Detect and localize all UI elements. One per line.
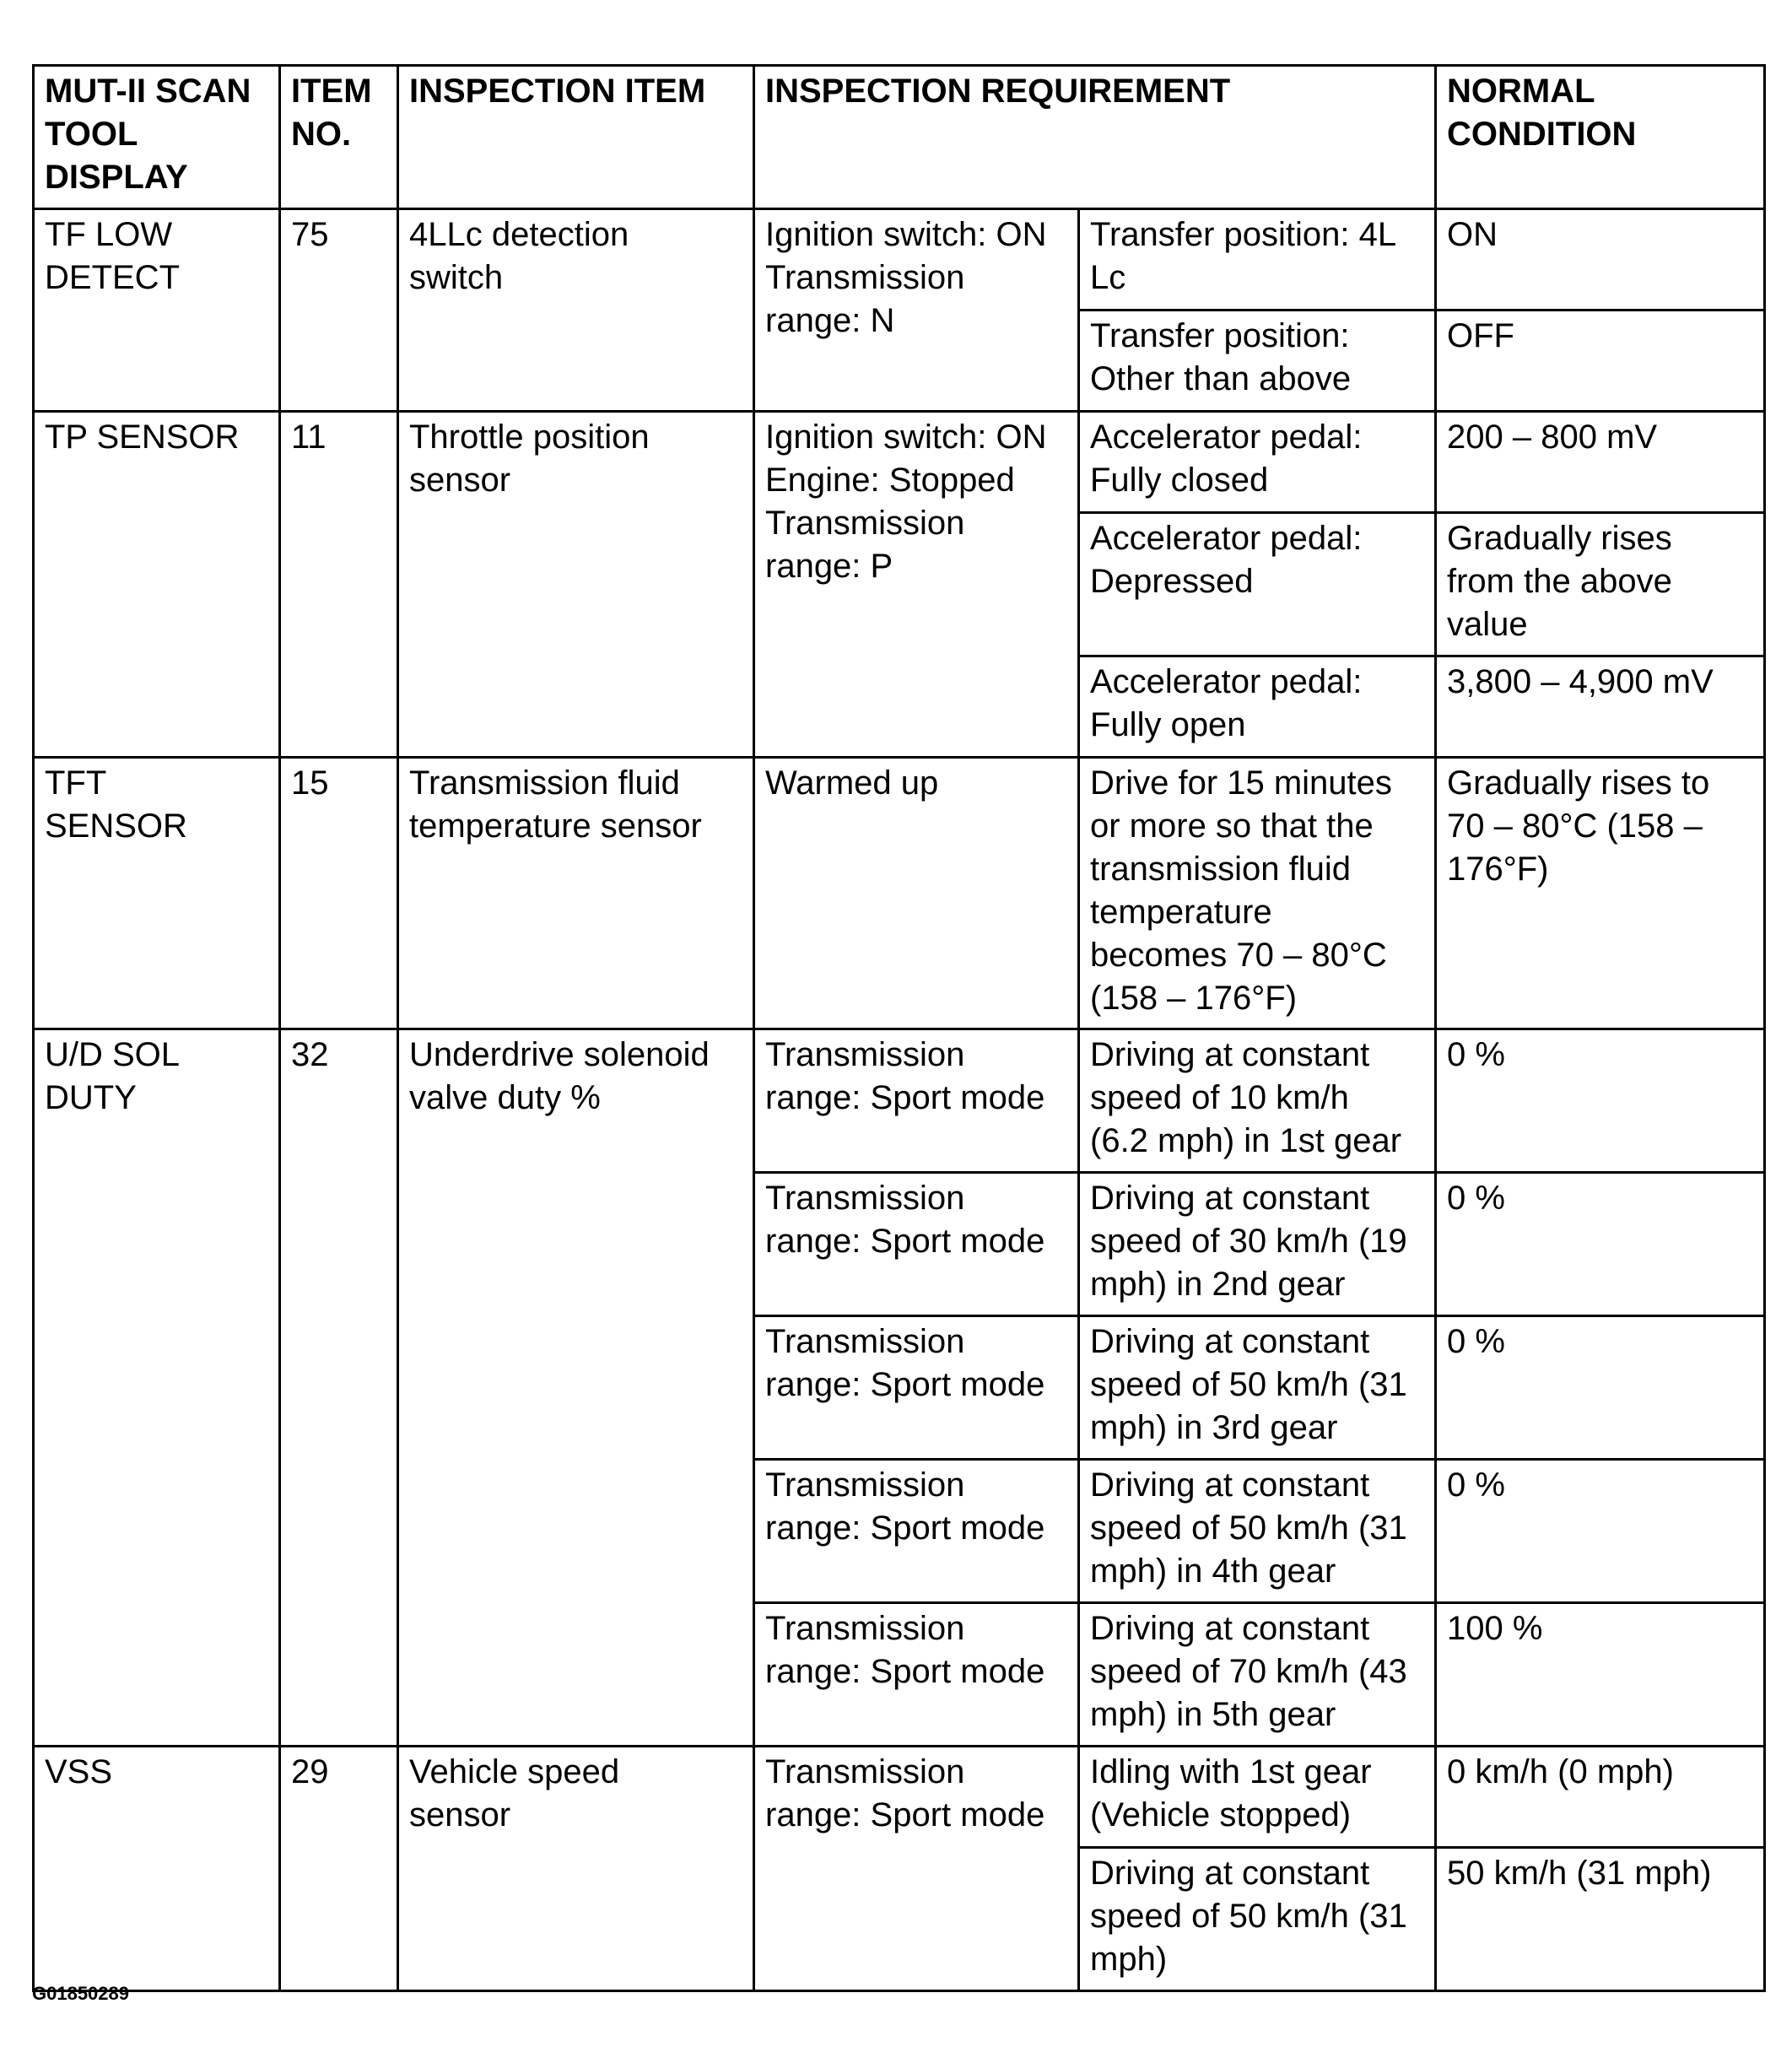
requirement-cell: Transmission range: Sport mode [754,1316,1079,1460]
table-row [34,412,1765,513]
requirement-cell: Transmission range: Sport mode [754,1029,1079,1173]
requirement-cell: Ignition switch: ON Engine: Stopped Transmission range: P [754,412,1079,758]
normal-condition-cell: 50 km/h (31 mph) [1436,1848,1765,1991]
table-row [34,209,1765,311]
inspection-item-cell: Throttle position sensor [398,412,754,758]
item-no-cell: 29 [280,1747,398,1991]
condition-cell: Accelerator pedal: Fully closed [1079,412,1436,513]
table-row [34,1747,1765,1848]
item-no-cell: 32 [280,1029,398,1747]
item-no-cell: 15 [280,758,398,1029]
table-row [34,1029,1765,1173]
inspection-table [32,64,1766,1992]
normal-condition-cell: 0 % [1436,1460,1765,1603]
condition-cell: Transfer position: Other than above [1079,311,1436,412]
normal-condition-cell: 0 km/h (0 mph) [1436,1747,1765,1848]
table-header-row [34,66,1765,209]
condition-cell: Drive for 15 minutes or more so that the transmission fluid temperature becomes 70 – 80°C (158 – 176°F) [1079,758,1436,1029]
header-item-no: ITEM NO. [280,66,398,209]
condition-cell: Transfer position: 4L Lc [1079,209,1436,311]
normal-condition-cell: ON [1436,209,1765,311]
normal-condition-cell: Gradually rises to 70 – 80°C (158 – 176°F) [1436,758,1765,1029]
requirement-cell: Transmission range: Sport mode [754,1747,1079,1991]
display-cell: TP SENSOR [34,412,280,758]
requirement-cell: Transmission range: Sport mode [754,1173,1079,1316]
normal-condition-cell: 0 % [1436,1173,1765,1316]
normal-condition-cell: 100 % [1436,1603,1765,1747]
condition-cell: Driving at constant speed of 10 km/h (6.2 mph) in 1st gear [1079,1029,1436,1173]
requirement-cell: Ignition switch: ON Transmission range: N [754,209,1079,412]
requirement-cell: Warmed up [754,758,1079,1029]
figure-id: G01850289 [32,1983,129,2004]
inspection-item-cell: Vehicle speed sensor [398,1747,754,1991]
normal-condition-cell: OFF [1436,311,1765,412]
condition-cell: Driving at constant speed of 70 km/h (43 mph) in 5th gear [1079,1603,1436,1747]
normal-condition-cell: 200 – 800 mV [1436,412,1765,513]
condition-cell: Driving at constant speed of 30 km/h (19 mph) in 2nd gear [1079,1173,1436,1316]
header-inspection-item: INSPECTION ITEM [398,66,754,209]
condition-cell: Accelerator pedal: Depressed [1079,513,1436,656]
inspection-item-cell: Transmission fluid temperature sensor [398,758,754,1029]
display-cell: TFT SENSOR [34,758,280,1029]
normal-condition-cell: 0 % [1436,1029,1765,1173]
condition-cell: Driving at constant speed of 50 km/h (31 mph) in 4th gear [1079,1460,1436,1603]
inspection-item-cell: 4LLc detection switch [398,209,754,412]
normal-condition-cell: 0 % [1436,1316,1765,1460]
condition-cell: Idling with 1st gear (Vehicle stopped) [1079,1747,1436,1848]
item-no-cell: 75 [280,209,398,412]
condition-cell: Accelerator pedal: Fully open [1079,656,1436,758]
requirement-cell: Transmission range: Sport mode [754,1460,1079,1603]
condition-cell: Driving at constant speed of 50 km/h (31 mph) [1079,1848,1436,1991]
display-cell: U/D SOL DUTY [34,1029,280,1747]
inspection-item-cell: Underdrive solenoid valve duty % [398,1029,754,1747]
normal-condition-cell: 3,800 – 4,900 mV [1436,656,1765,758]
table-row [34,758,1765,1029]
requirement-cell: Transmission range: Sport mode [754,1603,1079,1747]
header-normal-condition: NORMAL CONDITION [1436,66,1765,209]
header-inspection-requirement: INSPECTION REQUIREMENT [754,66,1436,209]
normal-condition-cell: Gradually rises from the above value [1436,513,1765,656]
display-cell: VSS [34,1747,280,1991]
condition-cell: Driving at constant speed of 50 km/h (31 mph) in 3rd gear [1079,1316,1436,1460]
header-display: MUT-II SCAN TOOL DISPLAY [34,66,280,209]
display-cell: TF LOW DETECT [34,209,280,412]
item-no-cell: 11 [280,412,398,758]
